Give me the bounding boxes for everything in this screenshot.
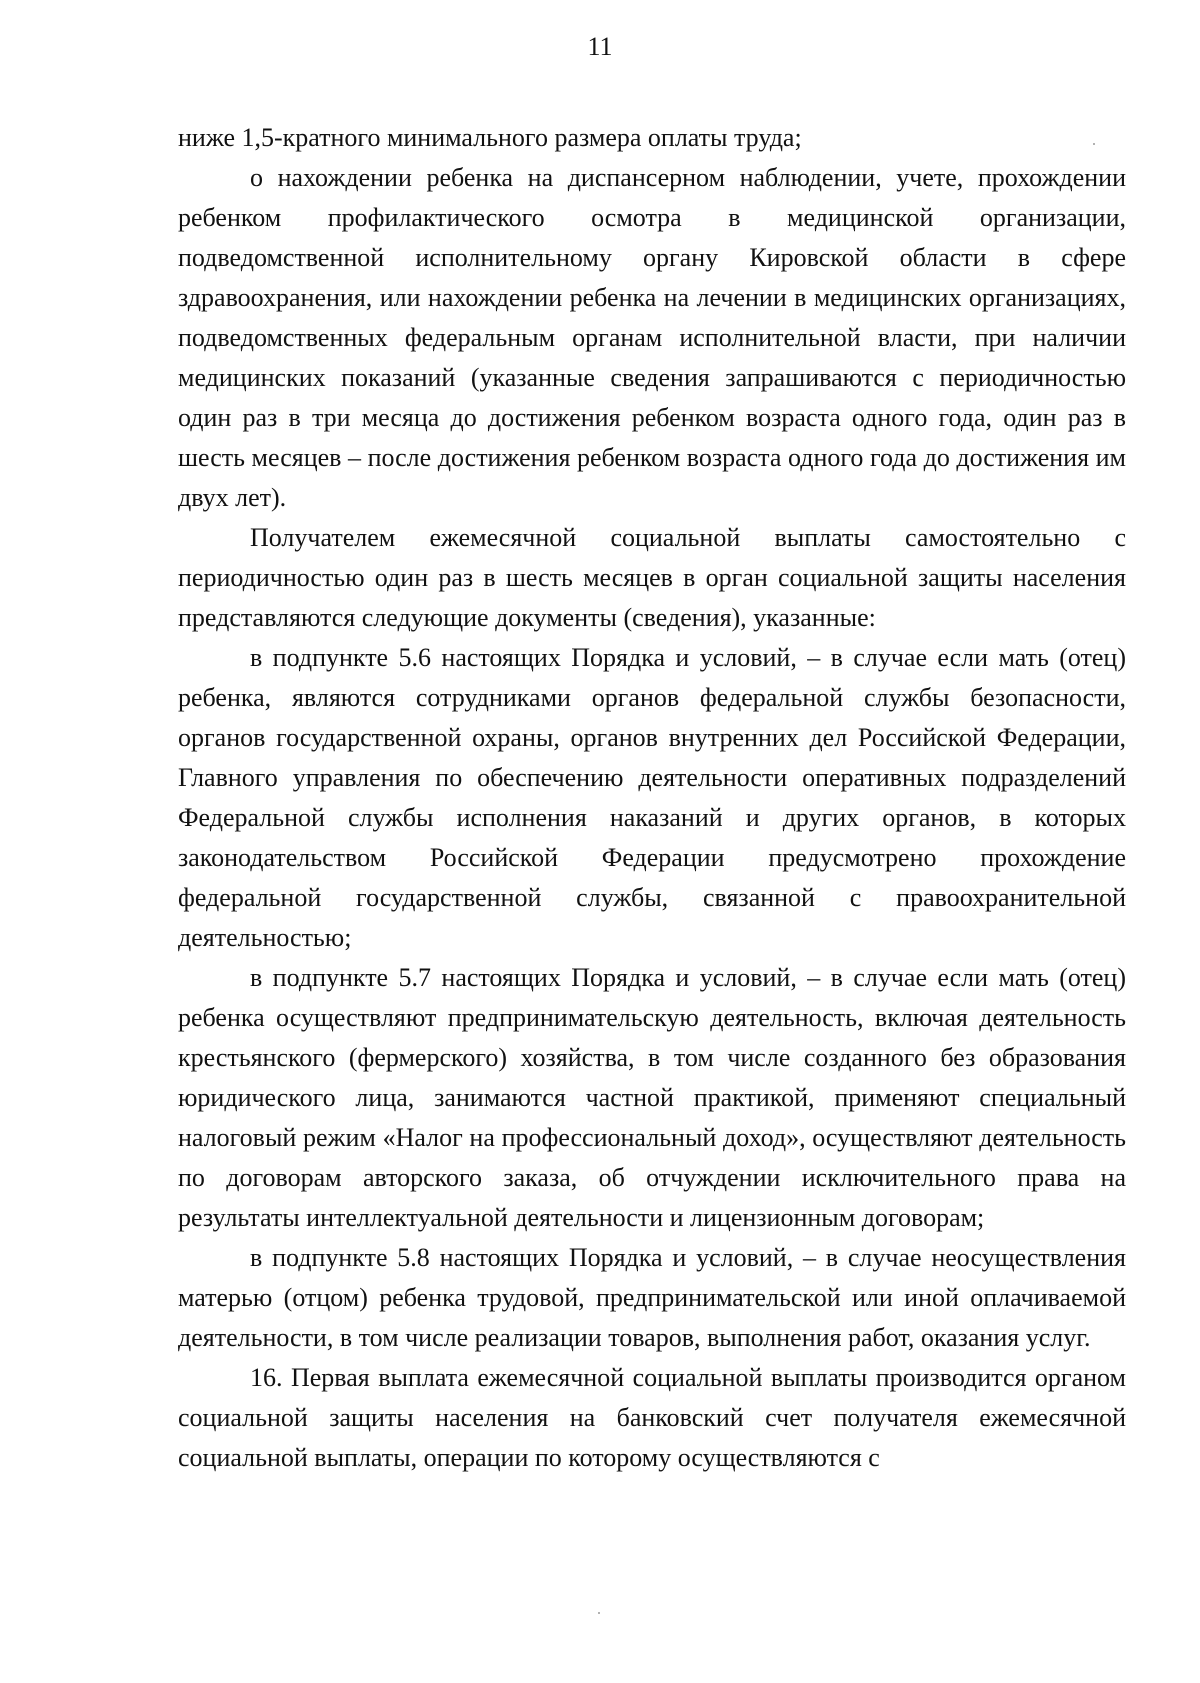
paragraph-medical-observation: о нахождении ребенка на диспансерном наблюдении, учете, прохождении ребенком профилактического осмотра в медицинской организации, подведомственной исполнительному органу Кировской области в сфере здравоохранения, или нахождении ребенка на лечении в медицинских организациях, подведомственных федеральным органам исполнительной власти, при наличии медицинских показаний (указанные сведения запрашиваются с периодичностью один раз в три месяца до достижения ребенком возраста одного года, один раз в шесть месяцев – после достижения ребенком возраста одного года до достижения им двух лет). bbox=[178, 163, 1126, 512]
paragraph-continuation: ниже 1,5-кратного минимального размера оплаты труда; bbox=[178, 123, 802, 152]
page-number: 11 bbox=[587, 32, 613, 61]
paragraph-subclause-5-6: в подпункте 5.6 настоящих Порядка и условий, – в случае если мать (отец) ребенка, являются сотрудниками органов федеральной службы безопасности, органов государственной охраны, органов внутренних дел Российской Федерации, Главного управления по обеспечению деятельности оперативных подразделений Федеральной службы исполнения наказаний и других органов, в которых законодательством Российской Федерации предусмотрено прохождение федеральной государственной службы, связанной с правоохранительной деятельностью; bbox=[178, 643, 1126, 952]
scan-speck bbox=[598, 1612, 600, 1614]
scan-speck bbox=[1093, 143, 1095, 145]
paragraph-subclause-5-7: в подпункте 5.7 настоящих Порядка и условий, – в случае если мать (отец) ребенка осуществляют предпринимательскую деятельность, включая деятельность крестьянского (фермерского) хозяйства, в том числе созданного без образования юридического лица, занимаются частной практикой, применяют специальный налоговый режим «Налог на профессиональный доход», осуществляют деятельность по договорам авторского заказа, об отчуждении исключительного права на результаты интеллектуальной деятельности и лицензионным договорам; bbox=[178, 963, 1126, 1232]
paragraph-clause-16: 16. Первая выплата ежемесячной социальной выплаты производится органом социальной защиты населения на банковский счет получателя ежемесячной социальной выплаты, операции по которому осуществляются с bbox=[178, 1363, 1126, 1472]
document-body bbox=[178, 118, 1126, 1478]
paragraph-subclause-5-8: в подпункте 5.8 настоящих Порядка и условий, – в случае неосуществления матерью (отцом) ребенка трудовой, предпринимательской или иной оплачиваемой деятельности, в том числе реализации товаров, выполнения работ, оказания услуг. bbox=[178, 1243, 1126, 1352]
paragraph-documents-intro: Получателем ежемесячной социальной выплаты самостоятельно с периодичностью один раз в шесть месяцев в орган социальной защиты населения представляются следующие документы (сведения), указанные: bbox=[178, 523, 1126, 632]
